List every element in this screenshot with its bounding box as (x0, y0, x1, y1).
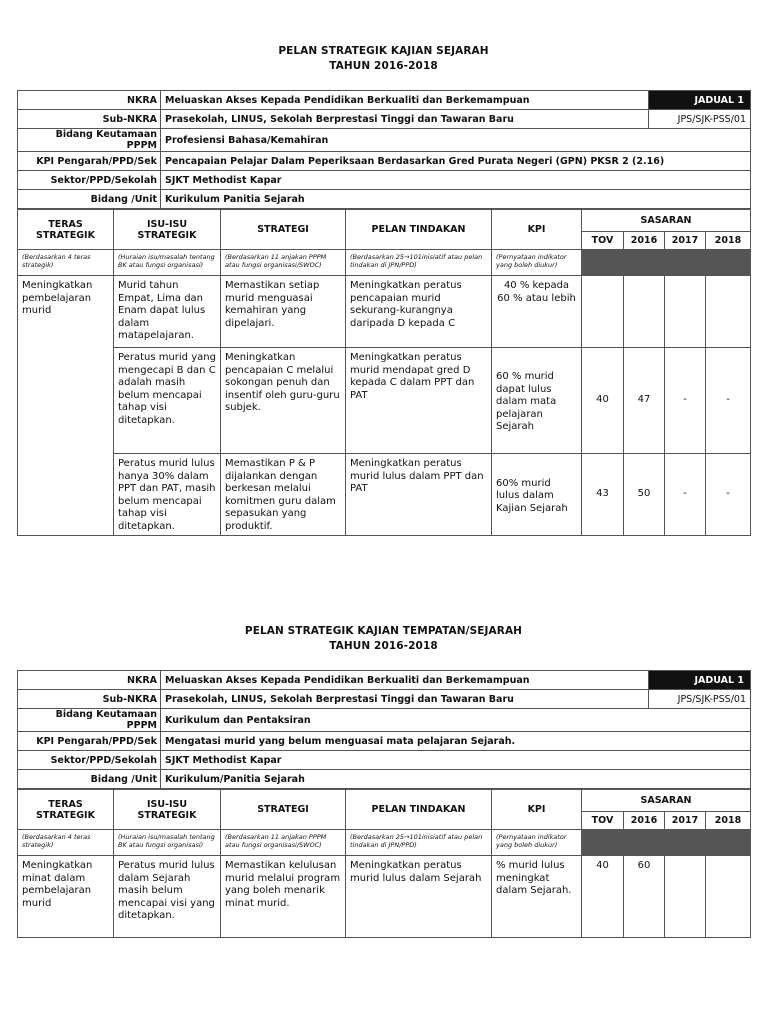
strategi-cell: Meningkatkan pencapaian C melalui sokongan penuh dan insentif oleh guru-guru subjek. (221, 348, 346, 454)
col-pelan: PELAN TINDAKAN (346, 790, 492, 830)
nkra-label: NKRA (18, 671, 161, 690)
shaded-cell (624, 250, 665, 276)
tov-cell (582, 276, 624, 348)
strategic-plan-section-1 (17, 44, 750, 536)
unit-label: Bidang /Unit (18, 190, 161, 209)
col-strategi: STRATEGI (221, 790, 346, 830)
nkra-label: NKRA (18, 91, 161, 110)
bidang-value: Kurikulum dan Pentaksiran (161, 709, 751, 732)
subnkra-label: Sub-NKRA (18, 690, 161, 709)
strategi-cell: Memastikan setiap murid menguasai kemahiran yang dipelajari. (221, 276, 346, 348)
pelan-cell: Meningkatkan peratus murid lulus dalam Sejarah (346, 856, 492, 938)
col-2017: 2017 (665, 812, 706, 830)
kpi-cell: % murid lulus meningkat dalam Sejarah. (492, 856, 582, 938)
shaded-cell (706, 250, 751, 276)
table-row (18, 454, 751, 536)
kpi-cell: 40 % kepada 60 % atau lebih (492, 276, 582, 348)
col-isu: ISU-ISU STRATEGIK (114, 210, 221, 250)
shaded-cell (706, 830, 751, 856)
pelan-cell: Meningkatkan peratus murid lulus dalam PPT dan PAT (346, 454, 492, 536)
note-kpi: (Pernyataan indikator yang boleh diukur) (492, 830, 582, 856)
y2016-cell: 50 (624, 454, 665, 536)
bidang-value: Profesiensi Bahasa/Kemahiran (161, 129, 751, 152)
section-subtitle: TAHUN 2016-2018 (329, 640, 438, 652)
unit-value: Kurikulum/Panitia Sejarah (161, 770, 751, 789)
note-pelan: (Berdasarkan 25→101inisiatif atau pelan tindakan di JPN/PPD) (346, 830, 492, 856)
sektor-label: Sektor/PPD/Sekolah (18, 171, 161, 190)
shaded-cell (624, 830, 665, 856)
col-teras: TERAS STRATEGIK (18, 790, 114, 830)
isu-cell: Murid tahun Empat, Lima dan Enam dapat lulus dalam matapelajaran. (114, 276, 221, 348)
header-table (17, 670, 751, 789)
col-pelan: PELAN TINDAKAN (346, 210, 492, 250)
table-row (18, 348, 751, 454)
col-2018: 2018 (706, 812, 751, 830)
col-strategi: STRATEGI (221, 210, 346, 250)
col-2016: 2016 (624, 232, 665, 250)
section-subtitle: TAHUN 2016-2018 (329, 60, 438, 72)
pelan-cell: Meningkatkan peratus pencapaian murid sekurang-kurangnya daripada D kepada C (346, 276, 492, 348)
kpi-pengarah-label: KPI Pengarah/PPD/Sek (18, 732, 161, 751)
note-strategi: (Berdasarkan 11 anjakan PPPM atau fungsi organisasi/SWOC) (221, 830, 346, 856)
y2018-cell: - (706, 454, 751, 536)
col-kpi: KPI (492, 210, 582, 250)
shaded-cell (582, 830, 624, 856)
y2018-cell (706, 276, 751, 348)
sektor-label: Sektor/PPD/Sekolah (18, 751, 161, 770)
kpi-pengarah-value: Mengatasi murid yang belum menguasai mata pelajaran Sejarah. (161, 732, 751, 751)
bidang-label: Bidang Keutamaan PPPM (18, 129, 161, 152)
note-isu: (Huraian isu/masalah tentang BK atau fungsi organisasi) (114, 250, 221, 276)
jadual-badge: JADUAL 1 (649, 671, 751, 690)
pelan-cell: Meningkatkan peratus murid mendapat gred D kepada C dalam PPT dan PAT (346, 348, 492, 454)
col-tov: TOV (582, 232, 624, 250)
sektor-value: SJKT Methodist Kapar (161, 751, 751, 770)
col-2016: 2016 (624, 812, 665, 830)
y2018-cell: - (706, 348, 751, 454)
shaded-cell (665, 250, 706, 276)
jadual-badge: JADUAL 1 (649, 91, 751, 110)
y2017-cell (665, 276, 706, 348)
nkra-value: Meluaskan Akses Kepada Pendidikan Berkualiti dan Berkemampuan (161, 671, 649, 690)
y2017-cell: - (665, 348, 706, 454)
tov-cell: 40 (582, 856, 624, 938)
unit-label: Bidang /Unit (18, 770, 161, 789)
kpi-cell: 60% murid lulus dalam Kajian Sejarah (492, 454, 582, 536)
col-2018: 2018 (706, 232, 751, 250)
note-kpi: (Pernyataan indikator yang boleh diukur) (492, 250, 582, 276)
header-table (17, 90, 751, 209)
note-teras: (Berdasarkan 4 teras strategik) (18, 830, 114, 856)
y2016-cell: 60 (624, 856, 665, 938)
col-isu: ISU-ISU STRATEGIK (114, 790, 221, 830)
table-row (18, 276, 751, 348)
note-strategi: (Berdasarkan 11 anjakan PPPM atau fungsi organisasi/SWOC) (221, 250, 346, 276)
y2017-cell: - (665, 454, 706, 536)
y2018-cell (706, 856, 751, 938)
plan-table (17, 209, 751, 536)
kpi-pengarah-label: KPI Pengarah/PPD/Sek (18, 152, 161, 171)
document-code: JPS/SJK-PSS/01 (649, 110, 751, 129)
y2017-cell (665, 856, 706, 938)
col-kpi: KPI (492, 790, 582, 830)
isu-cell: Peratus murid lulus dalam Sejarah masih belum mencapai visi yang ditetapkan. (114, 856, 221, 938)
isu-cell: Peratus murid lulus hanya 30% dalam PPT dan PAT, masih belum mencapai tahap visi ditetapkan. (114, 454, 221, 536)
col-sasaran: SASARAN (582, 790, 751, 812)
document-code: JPS/SJK-PSS/01 (649, 690, 751, 709)
subnkra-label: Sub-NKRA (18, 110, 161, 129)
col-tov: TOV (582, 812, 624, 830)
plan-table (17, 789, 751, 938)
nkra-value: Meluaskan Akses Kepada Pendidikan Berkualiti dan Berkemampuan (161, 91, 649, 110)
note-teras: (Berdasarkan 4 teras strategik) (18, 250, 114, 276)
subnkra-value: Prasekolah, LINUS, Sekolah Berprestasi Tinggi dan Tawaran Baru (161, 690, 649, 709)
strategi-cell: Memastikan kelulusan murid melalui program yang boleh menarik minat murid. (221, 856, 346, 938)
note-pelan: (Berdasarkan 25→101inisiatif atau pelan tindakan di JPN/PPD) (346, 250, 492, 276)
table-row (18, 856, 751, 938)
col-2017: 2017 (665, 232, 706, 250)
shaded-cell (665, 830, 706, 856)
section-title: PELAN STRATEGIK KAJIAN TEMPATAN/SEJARAH (244, 625, 523, 637)
bidang-label: Bidang Keutamaan PPPM (18, 709, 161, 732)
strategi-cell: Memastikan P & P dijalankan dengan berkesan melalui komitmen guru dalam sepasukan yang produktif. (221, 454, 346, 536)
shaded-cell (582, 250, 624, 276)
col-teras: TERAS STRATEGIK (18, 210, 114, 250)
isu-cell: Peratus murid yang mengecapi B dan C adalah masih belum mencapai tahap visi ditetapkan. (114, 348, 221, 454)
unit-value: Kurikulum Panitia Sejarah (161, 190, 751, 209)
y2016-cell (624, 276, 665, 348)
strategic-plan-section-2 (17, 624, 750, 938)
subnkra-value: Prasekolah, LINUS, Sekolah Berprestasi Tinggi dan Tawaran Baru (161, 110, 649, 129)
tov-cell: 40 (582, 348, 624, 454)
kpi-pengarah-value: Pencapaian Pelajar Dalam Peperiksaan Berdasarkan Gred Purata Negeri (GPN) PKSR 2 (2.16) (161, 152, 751, 171)
tov-cell: 43 (582, 454, 624, 536)
kpi-cell: 60 % murid dapat lulus dalam mata pelajaran Sejarah (492, 348, 582, 454)
teras-cell: Meningkatkan pembelajaran murid (18, 276, 114, 536)
col-sasaran: SASARAN (582, 210, 751, 232)
section-title: PELAN STRATEGIK KAJIAN SEJARAH (278, 45, 489, 57)
sektor-value: SJKT Methodist Kapar (161, 171, 751, 190)
y2016-cell: 47 (624, 348, 665, 454)
note-isu: (Huraian isu/masalah tentang BK atau fungsi organisasi) (114, 830, 221, 856)
teras-cell: Meningkatkan minat dalam pembelajaran murid (18, 856, 114, 938)
